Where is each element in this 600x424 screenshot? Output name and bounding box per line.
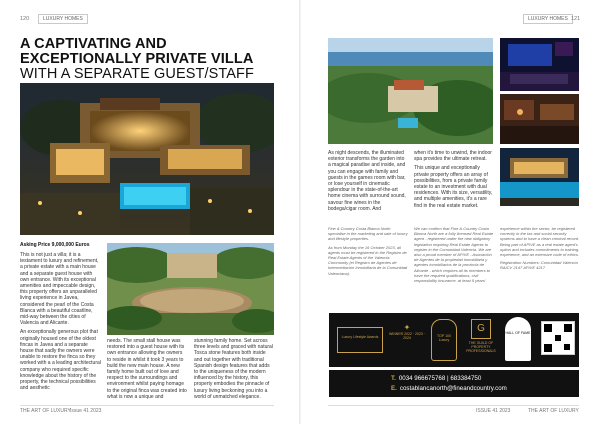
contact-qr-code[interactable] bbox=[541, 321, 575, 355]
paragraph: needs. The small stall house was restored into a guest house with its own entrance allowing the owners to reside in whilst it took 3 years to build the new main house. A new family home built out of love and respect to the surroundings and environment whilst paying homage to the original finca was created into what is now a unique and bbox=[107, 338, 187, 400]
award-label: HALL OF FAME bbox=[505, 331, 531, 335]
body-column-b bbox=[414, 150, 494, 212]
asking-price: Asking Price 9,000,000 Euros bbox=[20, 242, 90, 248]
paragraph: An exceptionally generous plot that originally housed one of the oldest fincas in Javea and a separate house that sadly the owners were unable to restore the finca so they worked with a a leading architectural company who required specific knowledge about the history of the property, the technical possibilities and aesthetic bbox=[20, 329, 101, 392]
award-label: Luxury Lifestyle Awards bbox=[341, 335, 379, 339]
hall-of-fame-badge bbox=[505, 317, 531, 361]
footer-magazine-left: THE ART OF LUXURY bbox=[20, 408, 71, 414]
bar-room-photo bbox=[500, 94, 579, 144]
home-cinema-photo bbox=[500, 38, 579, 91]
footer-magazine-right: THE ART OF LUXURY bbox=[528, 408, 579, 414]
body-column-a bbox=[328, 150, 408, 215]
footer-rule-right bbox=[328, 405, 579, 406]
footer-issue-right: ISSUE 41 2023 bbox=[476, 408, 511, 414]
email-address: costablancanorth@fineandcountry.com bbox=[399, 385, 507, 392]
paragraph: stunning family home. Set across three levels and graced with natural Tosca stone features both inside and out together with traditional Spanish design features that adds to the uniqueness of the modern influenced by the history, this property embodies the pinnacle of luxury living beckoning you into a world of unmatched elegance. bbox=[194, 338, 273, 400]
title-bold: A CAPTIVATING AND EXCEPTIONALLY PRIVATE VILLA bbox=[20, 36, 254, 67]
email-line[interactable] bbox=[391, 385, 507, 392]
footer-issue-left: Issue 41 2023 bbox=[70, 408, 102, 414]
title-light: WITH A SEPARATE GUEST/STAFF bbox=[20, 66, 254, 82]
legal-text: As from Monday the 16 October 2023, all agents must be registered in the Registro de Real Estate Agents of the Valencia Community (el Registro de Agentes de Intermediación Inmobiliaria de la Comunidad Valenciana). bbox=[328, 244, 408, 276]
legal-text: We can confirm that Fine & Country Costa Blanca North are a fully licensed Real Estate agent - registered under the new obligatory legislation requiring Real Estate Agents to register in the Comunidad Valencia. We are also a proud member of APIVE - Asociación de Agentes de la propiedad inmobiliaria y agentes inmobiliarios de la provincia de Alicante - which requires all its members to have the required qualifications, civil responsibility insurance, at least 5 years' bbox=[414, 226, 494, 284]
body-column-2 bbox=[107, 338, 187, 403]
the-guild-logo bbox=[461, 319, 501, 361]
legal-column-3 bbox=[500, 226, 580, 274]
villa-night-photo bbox=[20, 83, 274, 235]
night-pool-photo bbox=[500, 148, 579, 206]
guild-emblem-icon: G bbox=[471, 319, 491, 339]
section-tag-right: LUXURY HOMES bbox=[523, 14, 573, 24]
aerial-sea-photo bbox=[328, 38, 493, 144]
paragraph: This is not just a villa; it is a testament to luxury and refinement, a private estate with a main house and a separate guest house with own entrance. With its exceptional amenities and impeccable design, this property offers an unparalleled living experience in Javea, considered the pearl of the Costa Blanca with a beautiful coastline, mid-way between the cities of Valencia and Alicante. bbox=[20, 252, 99, 327]
garden-terrace-photo bbox=[107, 243, 274, 335]
contact-panel bbox=[329, 370, 579, 397]
top-100-badge bbox=[431, 319, 457, 361]
legal-text: Fine & Country Costa Blanca North specialise in the marketing and sale of luxury and lifestyle properties. bbox=[328, 226, 408, 242]
footer-rule-left bbox=[20, 405, 274, 406]
paragraph: As night descends, the illuminated exterior transforms the garden into a magical paradise and inside, and you can engage with family and guests in the games room with bar, or lose yourself in cinematic splendour in the state-of-the-art home cinema with surround sound, savour fine wines in the bodega/cigar room. And bbox=[328, 150, 406, 212]
award-label: WINNER 2022 · 2023 · 2024 bbox=[389, 332, 425, 340]
awards-panel bbox=[329, 313, 579, 367]
page-number-right: 121 bbox=[571, 16, 581, 22]
legal-column-1 bbox=[328, 226, 408, 279]
body-column-1 bbox=[20, 252, 102, 394]
legal-text: Registration Numbers: Comunidad Valencia RAICV 2147 APIVE 4217 bbox=[500, 260, 578, 271]
paragraph: This unique and exceptionally private property offers an array of possibilities, from a private family estate to an investment with dual residences. With its size, versatility, and multiple amenities, it's a rare find in the real estate market. bbox=[414, 165, 493, 209]
body-column-3 bbox=[194, 338, 274, 403]
legal-text: experience within the sector, be registered correctly in the tax and social security systems and to have a clean criminal record. Being part of APIVE as a real estate agent's option and includes commitments to training, experience, and an extensive code of ethics. bbox=[500, 226, 580, 258]
section-tag-left: LUXURY HOMES bbox=[38, 14, 88, 24]
phone-label: T. bbox=[391, 375, 396, 382]
luxury-lifestyle-award-logo bbox=[337, 327, 383, 353]
award-label: THE GUILD OF PROPERTY PROFESSIONALS bbox=[466, 341, 496, 353]
phone-line[interactable] bbox=[391, 375, 481, 382]
page-number-left: 120 bbox=[20, 16, 30, 22]
spine-gutter bbox=[299, 0, 301, 424]
paragraph: when it's time to unwind, the indoor spa provides the ultimate retreat. bbox=[414, 150, 492, 163]
award-label: TOP 100 Luxury bbox=[437, 334, 451, 342]
legal-column-2 bbox=[414, 226, 494, 286]
phone-numbers: 0034 966675768 | 683384750 bbox=[398, 375, 482, 382]
email-label: E. bbox=[391, 385, 397, 392]
winner-award-badge: ✦ WINNER 2022 · 2023 · 2024 bbox=[389, 323, 425, 340]
